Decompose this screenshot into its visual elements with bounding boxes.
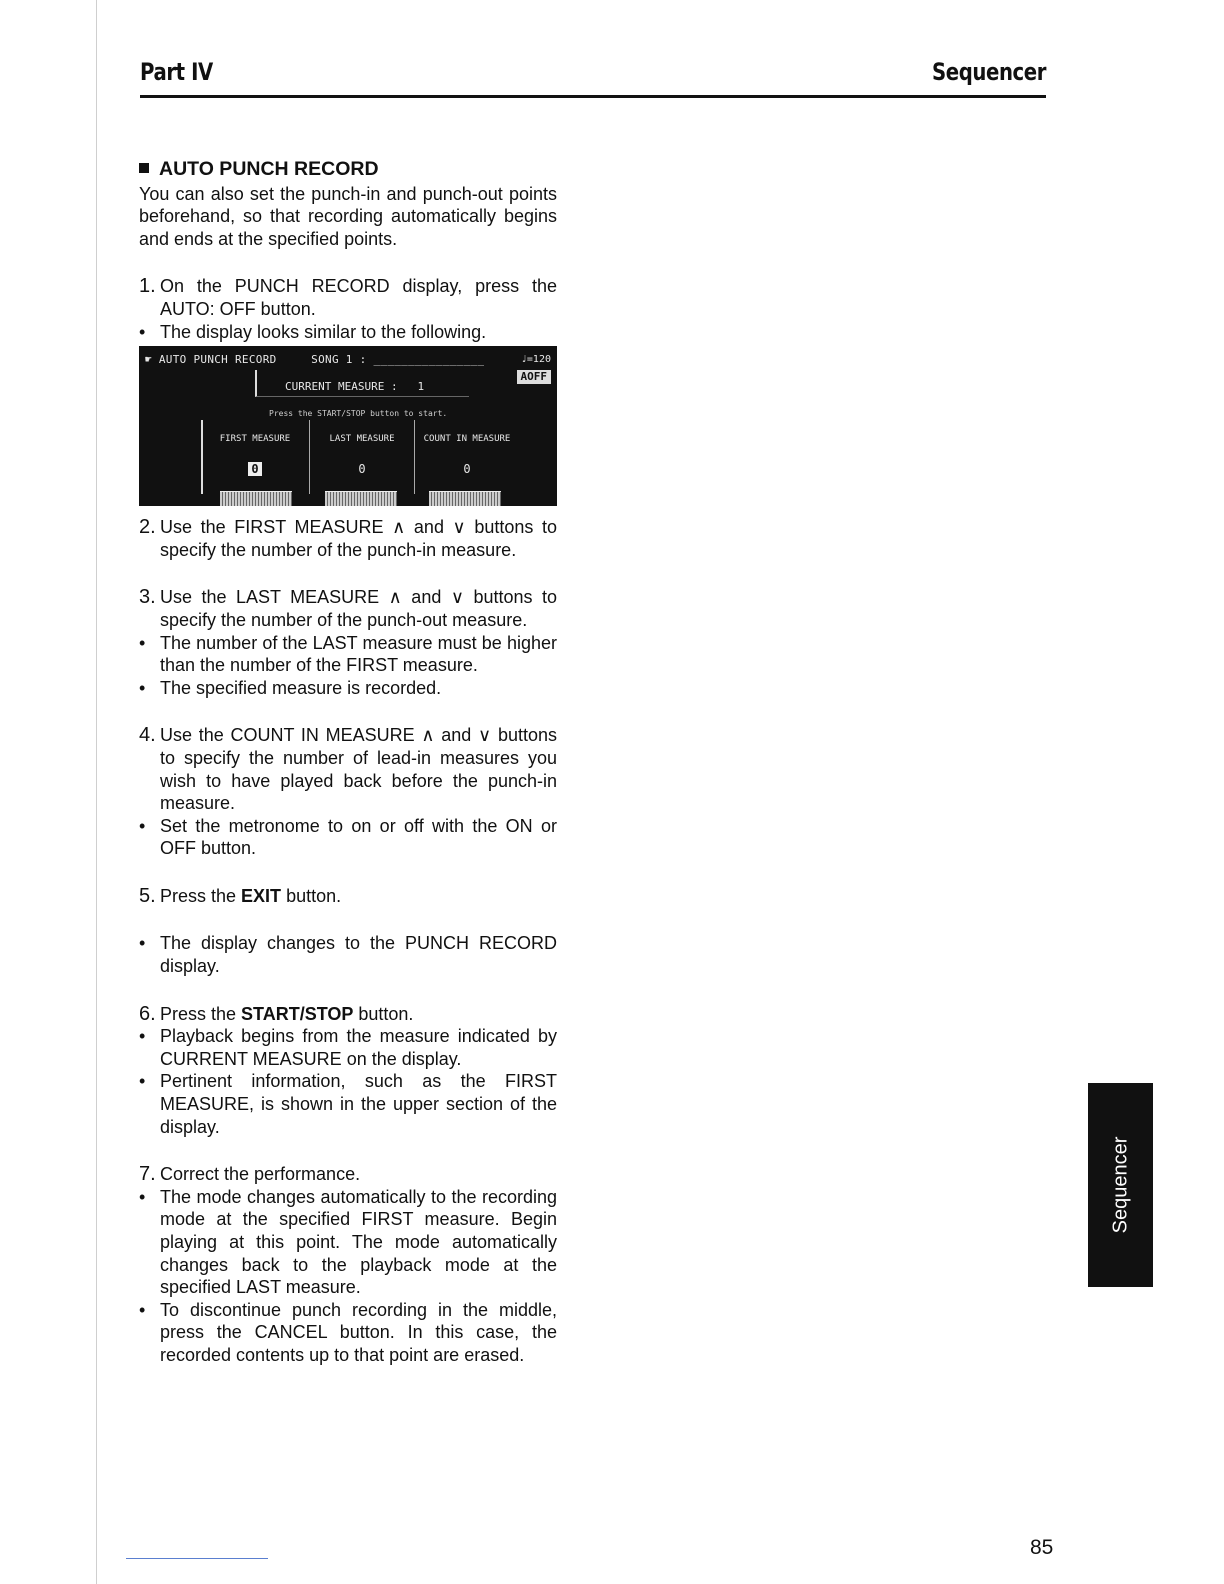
lcd-title: AUTO PUNCH RECORD — [158, 353, 277, 367]
last-measure-value[interactable]: 0 — [358, 462, 366, 477]
bullet-text: The specified measure is recorded. — [160, 677, 442, 698]
lcd-title-row — [145, 349, 484, 372]
step-text-part: Press the — [160, 885, 242, 906]
last-measure-up-down-buttons[interactable] — [325, 491, 397, 506]
bullet-item — [139, 815, 557, 860]
step-text: Correct the performance. — [160, 1164, 361, 1185]
bullet-text: Playback begins from the measure indicated by CURRENT MEASURE on the display. — [160, 1026, 557, 1069]
bullet-text: To discontinue punch recording in the middle, press the CANCEL button. In this case, the recorded contents up to that point are erased. — [160, 1299, 557, 1365]
section-title-text: AUTO PUNCH RECORD — [159, 158, 379, 180]
step-3 — [139, 586, 557, 631]
spacer — [139, 1138, 557, 1163]
footer-rule — [126, 1558, 268, 1559]
square-bullet-icon — [139, 163, 149, 173]
step-text: Use the FIRST MEASURE ∧ and ∨ buttons to specify the number of the punch-in measure. — [160, 517, 557, 560]
step-number: 7. — [139, 1163, 156, 1186]
step-text-part: Press the — [160, 1003, 242, 1024]
step-6 — [139, 1003, 557, 1026]
auto-off-button[interactable]: AOFF — [517, 370, 552, 384]
part-label: Part IV — [140, 58, 213, 86]
step-7 — [139, 1163, 557, 1186]
current-measure-value: 1 — [417, 380, 425, 394]
bullet-dot-icon: • — [139, 1071, 146, 1092]
section-heading — [139, 158, 557, 181]
bullet-text: Pertinent information, such as the FIRST MEASURE, is shown in the upper section of the display. — [160, 1071, 557, 1137]
current-measure-readout — [285, 376, 424, 399]
hand-icon: ☛ — [145, 353, 159, 367]
first-measure-label: FIRST MEASURE — [219, 434, 291, 445]
step-number: 6. — [139, 1002, 156, 1025]
last-measure-column — [309, 420, 414, 494]
bullet-item — [139, 1025, 557, 1070]
step-text: Use the COUNT IN MEASURE ∧ and ∨ buttons to specify the number of lead-in measures you wish to have played back before the punch-in measure. — [160, 725, 557, 814]
first-measure-field[interactable] — [203, 458, 307, 481]
bullet-text: The display looks similar to the following. — [160, 321, 487, 342]
step-text-part: button. — [353, 1003, 414, 1024]
first-measure-up-down-buttons[interactable] — [220, 491, 292, 506]
step-text — [160, 885, 557, 908]
current-measure-label: CURRENT MEASURE : — [285, 380, 398, 394]
bullet-text: The display changes to the PUNCH RECORD display. — [160, 933, 557, 977]
lcd-display — [139, 346, 557, 506]
bullet-text: The number of the LAST measure must be higher than the number of the FIRST measure. — [160, 632, 557, 676]
start-stop-button-name: START/STOP — [241, 1003, 354, 1024]
measure-grid — [201, 420, 523, 494]
spacer — [139, 699, 557, 724]
last-measure-label: LAST MEASURE — [329, 434, 395, 445]
count-in-column — [414, 420, 519, 494]
bullet-dot-icon: • — [139, 1026, 146, 1047]
main-column — [139, 158, 557, 1367]
bullet-dot-icon: • — [139, 815, 146, 836]
bullet-dot-icon: • — [139, 321, 146, 342]
step-number: 4. — [139, 724, 156, 747]
bullet-dot-icon: • — [139, 1299, 146, 1320]
step-text: On the PUNCH RECORD display, press the AUTO: OFF button. — [160, 276, 557, 319]
chapter-tab-label: Sequencer — [1109, 1136, 1131, 1234]
spacer — [139, 250, 557, 275]
current-measure-box — [255, 370, 469, 397]
step-2 — [139, 516, 557, 561]
first-measure-column — [203, 420, 307, 494]
lcd-tempo: ♩=120 — [520, 354, 551, 366]
step-text: Use the LAST MEASURE ∧ and ∨ buttons to specify the number of the punch-out measure. — [160, 587, 557, 630]
step-number: 1. — [139, 275, 156, 298]
step-number: 3. — [139, 586, 156, 609]
binding-line — [96, 0, 97, 1584]
section-label: Sequencer — [931, 58, 1046, 86]
bullet-item — [139, 932, 557, 977]
bullet-item — [139, 321, 557, 344]
bullet-item — [139, 632, 557, 677]
step-text-part: button. — [281, 885, 342, 906]
page-header — [140, 58, 1046, 98]
step-1 — [139, 275, 557, 320]
count-in-label: COUNT IN MEASURE — [423, 434, 511, 445]
step-number: 5. — [139, 884, 156, 907]
spacer — [139, 561, 557, 586]
spacer — [139, 860, 557, 885]
chapter-tab — [1088, 1083, 1153, 1287]
lcd-hint: Press the START/STOP button to start. — [269, 409, 448, 419]
bullet-item — [139, 1299, 557, 1367]
bullet-item — [139, 1186, 557, 1299]
bullet-dot-icon: • — [139, 1186, 146, 1207]
spacer — [139, 907, 557, 932]
bullet-text: Set the metronome to on or off with the ON or OFF button. — [160, 815, 557, 859]
step-5 — [139, 885, 557, 908]
bullet-dot-icon: • — [139, 632, 146, 653]
step-number: 2. — [139, 516, 156, 539]
bullet-text: The mode changes automatically to the recording mode at the specified FIRST measure. Begin playing at this point. The mode automatically changes back to the playback mode at the specified LAST measure. — [160, 1186, 557, 1298]
bullet-dot-icon: • — [139, 933, 146, 954]
spacer — [139, 978, 557, 1003]
step-4 — [139, 724, 557, 814]
page-number: 85 — [1030, 1536, 1054, 1559]
bullet-item — [139, 677, 557, 700]
count-in-up-down-buttons[interactable] — [429, 491, 501, 506]
first-measure-value: 0 — [248, 462, 261, 476]
bullet-dot-icon: • — [139, 677, 146, 698]
header-rule — [140, 95, 1046, 98]
exit-button-name: EXIT — [241, 885, 282, 906]
lcd-song: SONG 1 : ________________ — [311, 353, 485, 367]
intro-paragraph: You can also set the punch-in and punch-out points beforehand, so that recording automatically begins and ends at the specified points. — [139, 183, 557, 249]
bullet-item — [139, 1070, 557, 1138]
count-in-value[interactable]: 0 — [463, 462, 471, 477]
step-text — [160, 1003, 557, 1026]
